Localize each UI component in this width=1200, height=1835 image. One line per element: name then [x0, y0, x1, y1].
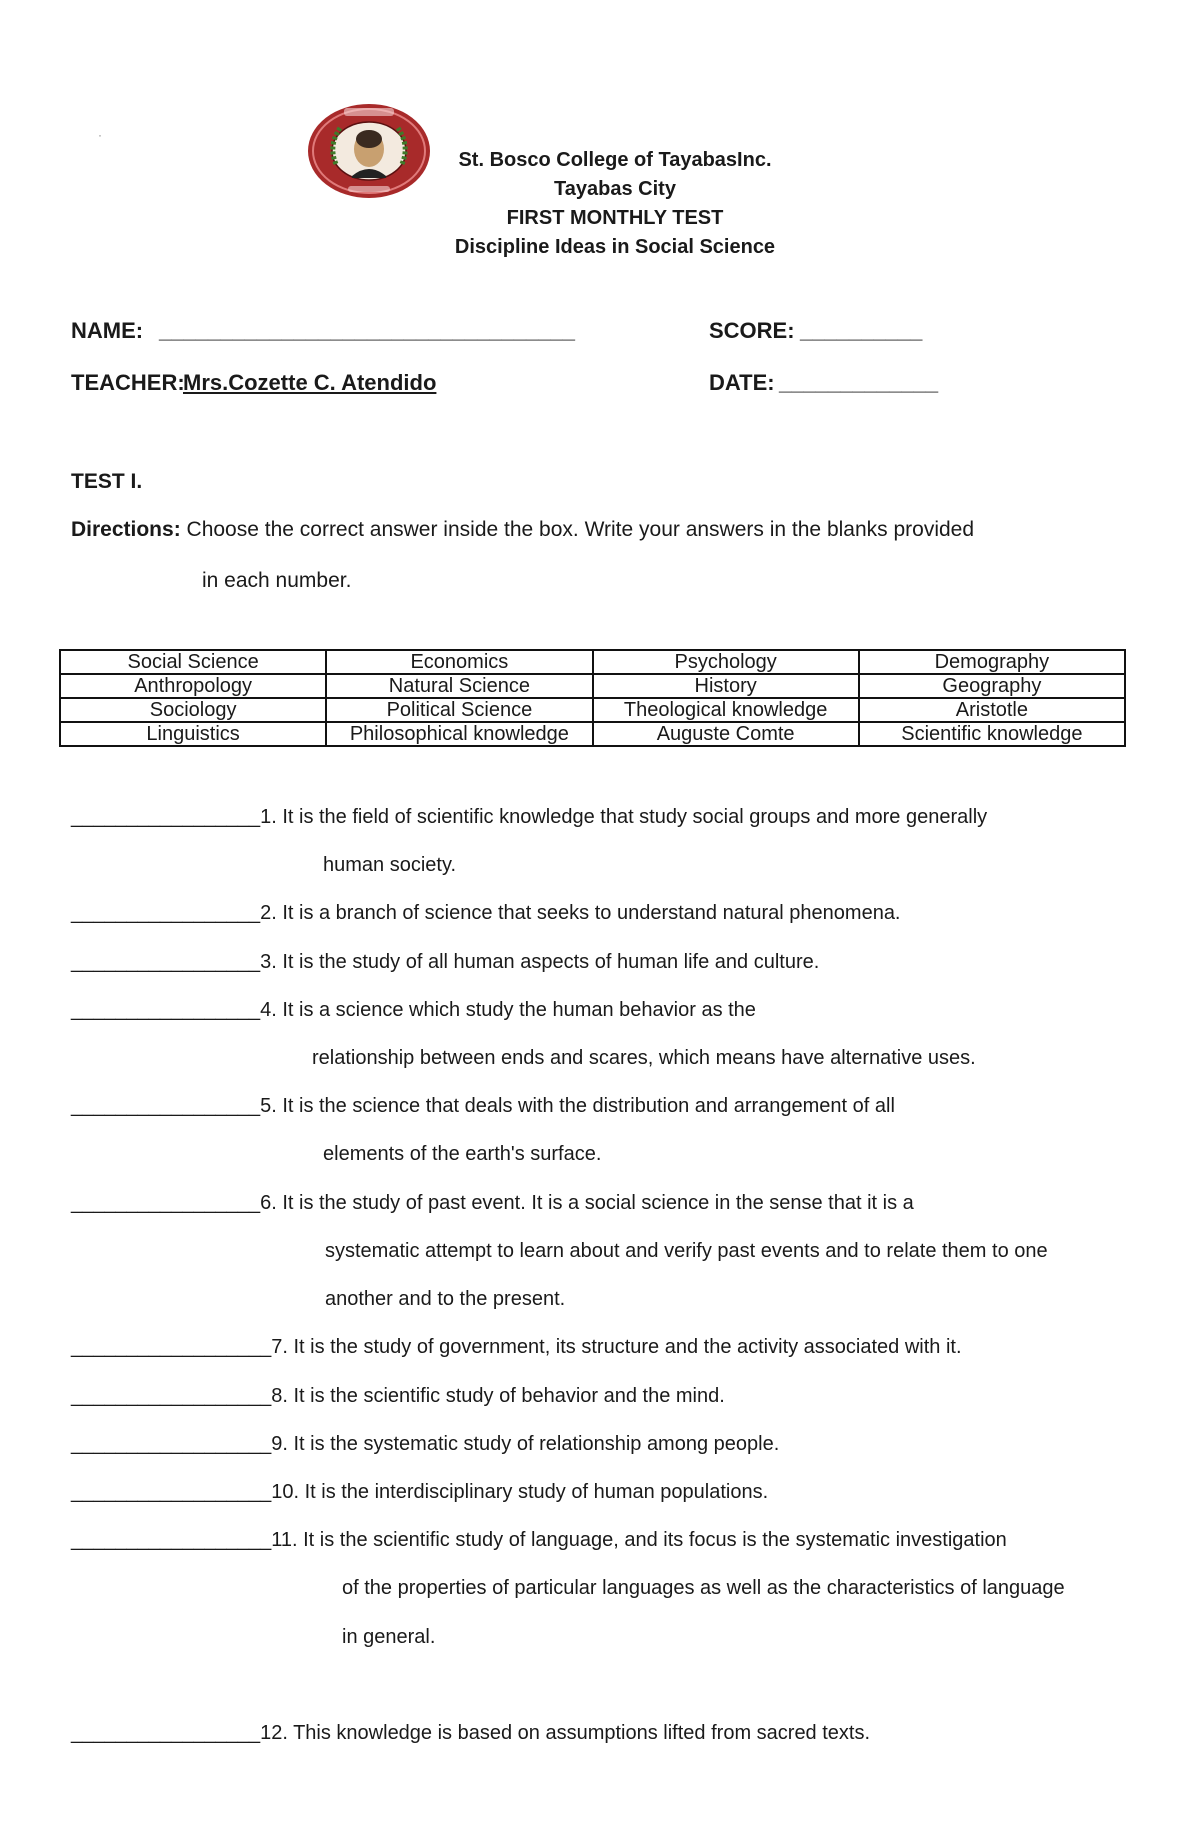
question-6-cont2: another and to the present.: [325, 1288, 566, 1310]
exam-title: FIRST MONTHLY TEST: [506, 207, 724, 229]
answer-choice: Linguistics: [60, 722, 326, 746]
answer-choice: Political Science: [326, 698, 592, 722]
date-blank[interactable]: _____________: [779, 370, 939, 395]
answer-choice: Auguste Comte: [593, 722, 859, 746]
answer-choice: Anthropology: [60, 674, 326, 698]
question-10[interactable]: __________________10. It is the interdisciplinary study of human populations.: [71, 1481, 769, 1503]
question-8[interactable]: __________________8. It is the scientific study of behavior and the mind.: [71, 1385, 725, 1407]
answer-box-row: [60, 698, 1125, 722]
school-city: Tayabas City: [554, 178, 676, 200]
question-5-cont: elements of the earth's surface.: [323, 1143, 602, 1165]
answer-choice: Natural Science: [326, 674, 592, 698]
answer-choice: Social Science: [60, 650, 326, 674]
question-7[interactable]: __________________7. It is the study of government, its structure and the activity associated with it.: [71, 1336, 962, 1358]
answer-choice: Theological knowledge: [593, 698, 859, 722]
question-11-cont2: in general.: [342, 1626, 436, 1648]
question-6[interactable]: _________________6. It is the study of past event. It is a social science in the sense that it is a: [71, 1192, 914, 1214]
answer-choice: Philosophical knowledge: [326, 722, 592, 746]
test-label: TEST I.: [71, 470, 143, 493]
answer-choice: History: [593, 674, 859, 698]
name-label: NAME:: [71, 318, 144, 343]
answer-choice: Scientific knowledge: [859, 722, 1125, 746]
directions: [71, 518, 974, 542]
directions-text: Choose the correct answer inside the box. Write your answers in the blanks provided: [180, 518, 975, 541]
school-name: St. Bosco College of TayabasInc.: [458, 149, 772, 171]
question-2[interactable]: _________________2. It is a branch of science that seeks to understand natural phenomena.: [71, 902, 901, 924]
stray-dot: ·: [98, 128, 102, 142]
logo-top-text: [344, 108, 394, 116]
answer-choice: Geography: [859, 674, 1125, 698]
date-label: DATE:: [709, 370, 775, 395]
question-3[interactable]: _________________3. It is the study of all human aspects of human life and culture.: [71, 951, 820, 973]
directions-label: Directions:: [71, 518, 181, 541]
score-label: SCORE:: [709, 318, 795, 343]
answer-box-row: [60, 722, 1125, 746]
question-11-cont: of the properties of particular languages as well as the characteristics of language: [342, 1577, 1065, 1599]
teacher-name: Mrs.Cozette C. Atendido: [183, 370, 437, 395]
answer-choice: Sociology: [60, 698, 326, 722]
question-1[interactable]: _________________1. It is the field of scientific knowledge that study social groups and more generally: [71, 806, 988, 828]
question-9[interactable]: __________________9. It is the systematic study of relationship among people.: [71, 1433, 780, 1455]
exam-subject: Discipline Ideas in Social Science: [454, 236, 776, 258]
answer-box: [59, 649, 1126, 747]
directions-continued: in each number.: [202, 569, 352, 592]
question-4[interactable]: _________________4. It is a science which study the human behavior as the: [71, 999, 756, 1021]
answer-choice: Economics: [326, 650, 592, 674]
question-1-cont: human society.: [323, 854, 457, 876]
question-12[interactable]: _________________12. This knowledge is based on assumptions lifted from sacred texts.: [71, 1722, 871, 1744]
score-blank[interactable]: __________: [800, 318, 923, 343]
answer-choice: Demography: [859, 650, 1125, 674]
question-5[interactable]: _________________5. It is the science that deals with the distribution and arrangement of all: [71, 1095, 895, 1117]
question-6-cont: systematic attempt to learn about and verify past events and to relate them to one: [325, 1240, 1048, 1262]
question-4-cont: relationship between ends and scares, which means have alternative uses.: [312, 1047, 976, 1069]
question-11[interactable]: __________________11. It is the scientific study of language, and its focus is the systematic investigation: [71, 1529, 1007, 1551]
name-blank[interactable]: __________________________________: [159, 318, 576, 343]
answer-choice: Psychology: [593, 650, 859, 674]
teacher-label: TEACHER:: [71, 370, 185, 395]
answer-box-row: [60, 674, 1125, 698]
answer-box-row: [60, 650, 1125, 674]
answer-choice: Aristotle: [859, 698, 1125, 722]
